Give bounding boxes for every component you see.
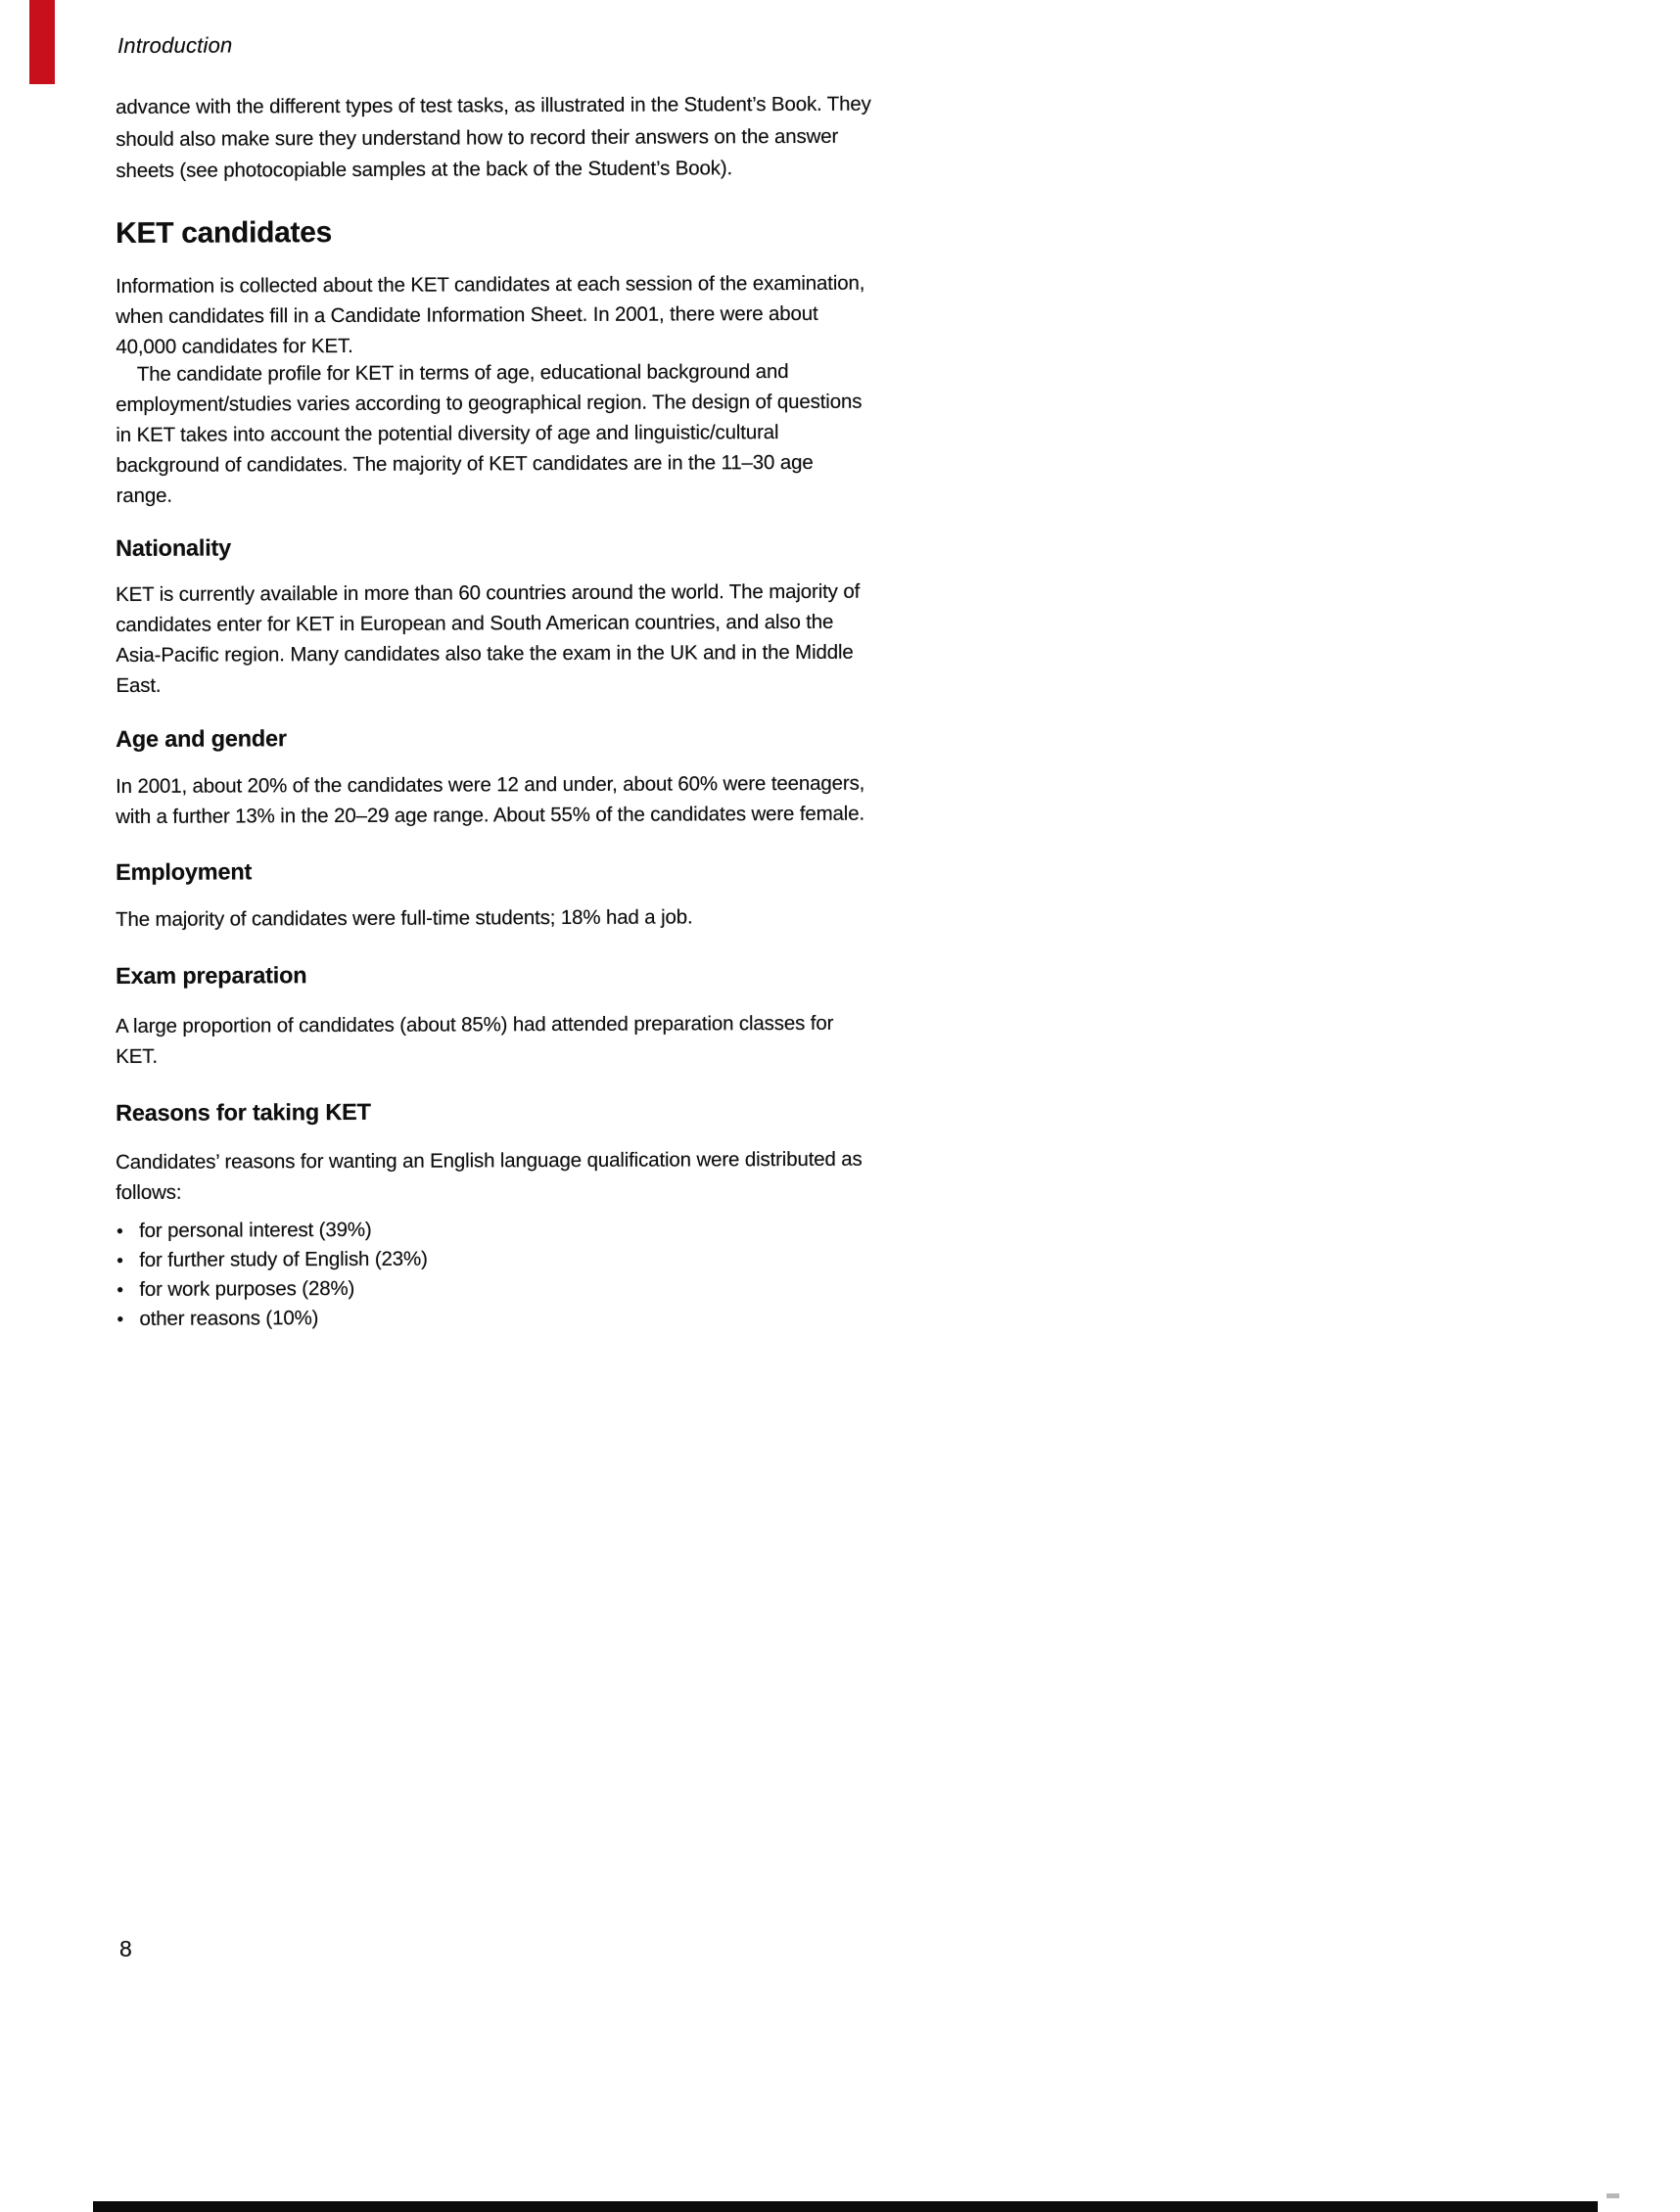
section-heading-ket-candidates: KET candidates [116,216,333,250]
page-number: 8 [119,1936,132,1961]
bullet-icon: • [117,1250,123,1271]
paragraph-age-and-gender [116,767,1055,832]
paragraph-employment [116,900,1055,935]
text-line: KET. [116,1044,158,1068]
bullet-text: for work purposes (28%) [139,1276,355,1301]
text-line: The majority of candidates were full-time students; 18% had a job. [116,905,693,931]
paragraph-exam-preparation [116,1007,1055,1072]
text-line: sheets (see photocopiable samples at the back of the Student’s Book). [116,157,733,182]
subheading-nationality: Nationality [116,534,232,561]
text-line: with a further 13% in the 20–29 age range. About 55% of the candidates were female. [116,802,865,828]
bullet-icon: • [117,1309,124,1330]
text-line: when candidates fill in a Candidate Information Sheet. In 2001, there were about [116,301,818,328]
paragraph-nationality [116,576,1056,701]
text-line: Candidates’ reasons for wanting an English language qualification were distributed as [116,1147,863,1174]
text-line: in KET takes into account the potential diversity of age and linguistic/cultural [116,421,779,446]
paragraph-candidate-profile [116,355,1056,511]
running-header: Introduction [117,32,233,58]
text-line: follows: [116,1180,182,1204]
text-line: East. [116,673,162,697]
bullet-icon: • [117,1279,123,1301]
bullet-text: other reasons (10%) [139,1307,319,1330]
text-line: advance with the different types of test tasks, as illustrated in the Student’s Book. They [116,92,871,118]
subheading-employment: Employment [116,858,253,885]
text-line: employment/studies varies according to geographical region. The design of questions [116,390,863,416]
bullet-text: for further study of English (23%) [139,1247,428,1271]
text-line: range. [116,484,172,507]
text-line: KET is currently available in more than 60 countries around the world. The majority of [116,579,861,606]
scan-artifact-red-mark [29,0,55,84]
lead-paragraph [116,88,1055,188]
paragraph-candidate-information [116,267,1055,362]
text-line: Information is collected about the KET candidates at each session of the examination, [116,271,865,298]
bullet-item [117,1304,428,1334]
text-line: A large proportion of candidates (about 85%) had attended preparation classes for [116,1011,834,1037]
subheading-exam-preparation: Exam preparation [116,962,307,989]
text-line: candidates enter for KET in European and South American countries, and also the [116,610,834,636]
text-line: The candidate profile for KET in terms of age, educational background and [116,360,789,386]
subheading-age-and-gender: Age and gender [116,725,287,752]
paragraph-reasons-intro [116,1143,1055,1208]
scan-artifact-bottom-bar [93,2201,1598,2212]
bullet-item [117,1274,428,1305]
reasons-bullet-list [117,1216,428,1334]
text-line: should also make sure they understand how to record their answers on the answer [116,124,839,151]
bullet-item [117,1216,428,1246]
text-line: In 2001, about 20% of the candidates were 12 and under, about 60% were teenagers, [116,771,865,798]
bullet-text: for personal interest (39%) [139,1218,372,1242]
bullet-item [117,1245,428,1275]
text-line: background of candidates. The majority of KET candidates are in the 11–30 age [116,450,814,477]
scan-artifact-bottom-tick [1607,2193,1619,2198]
text-line: Asia-Pacific region. Many candidates also take the exam in the UK and in the Middle [116,640,854,667]
bullet-icon: • [117,1221,123,1242]
subheading-reasons-for-taking-ket: Reasons for taking KET [116,1098,371,1126]
text-line: 40,000 candidates for KET. [116,334,353,358]
